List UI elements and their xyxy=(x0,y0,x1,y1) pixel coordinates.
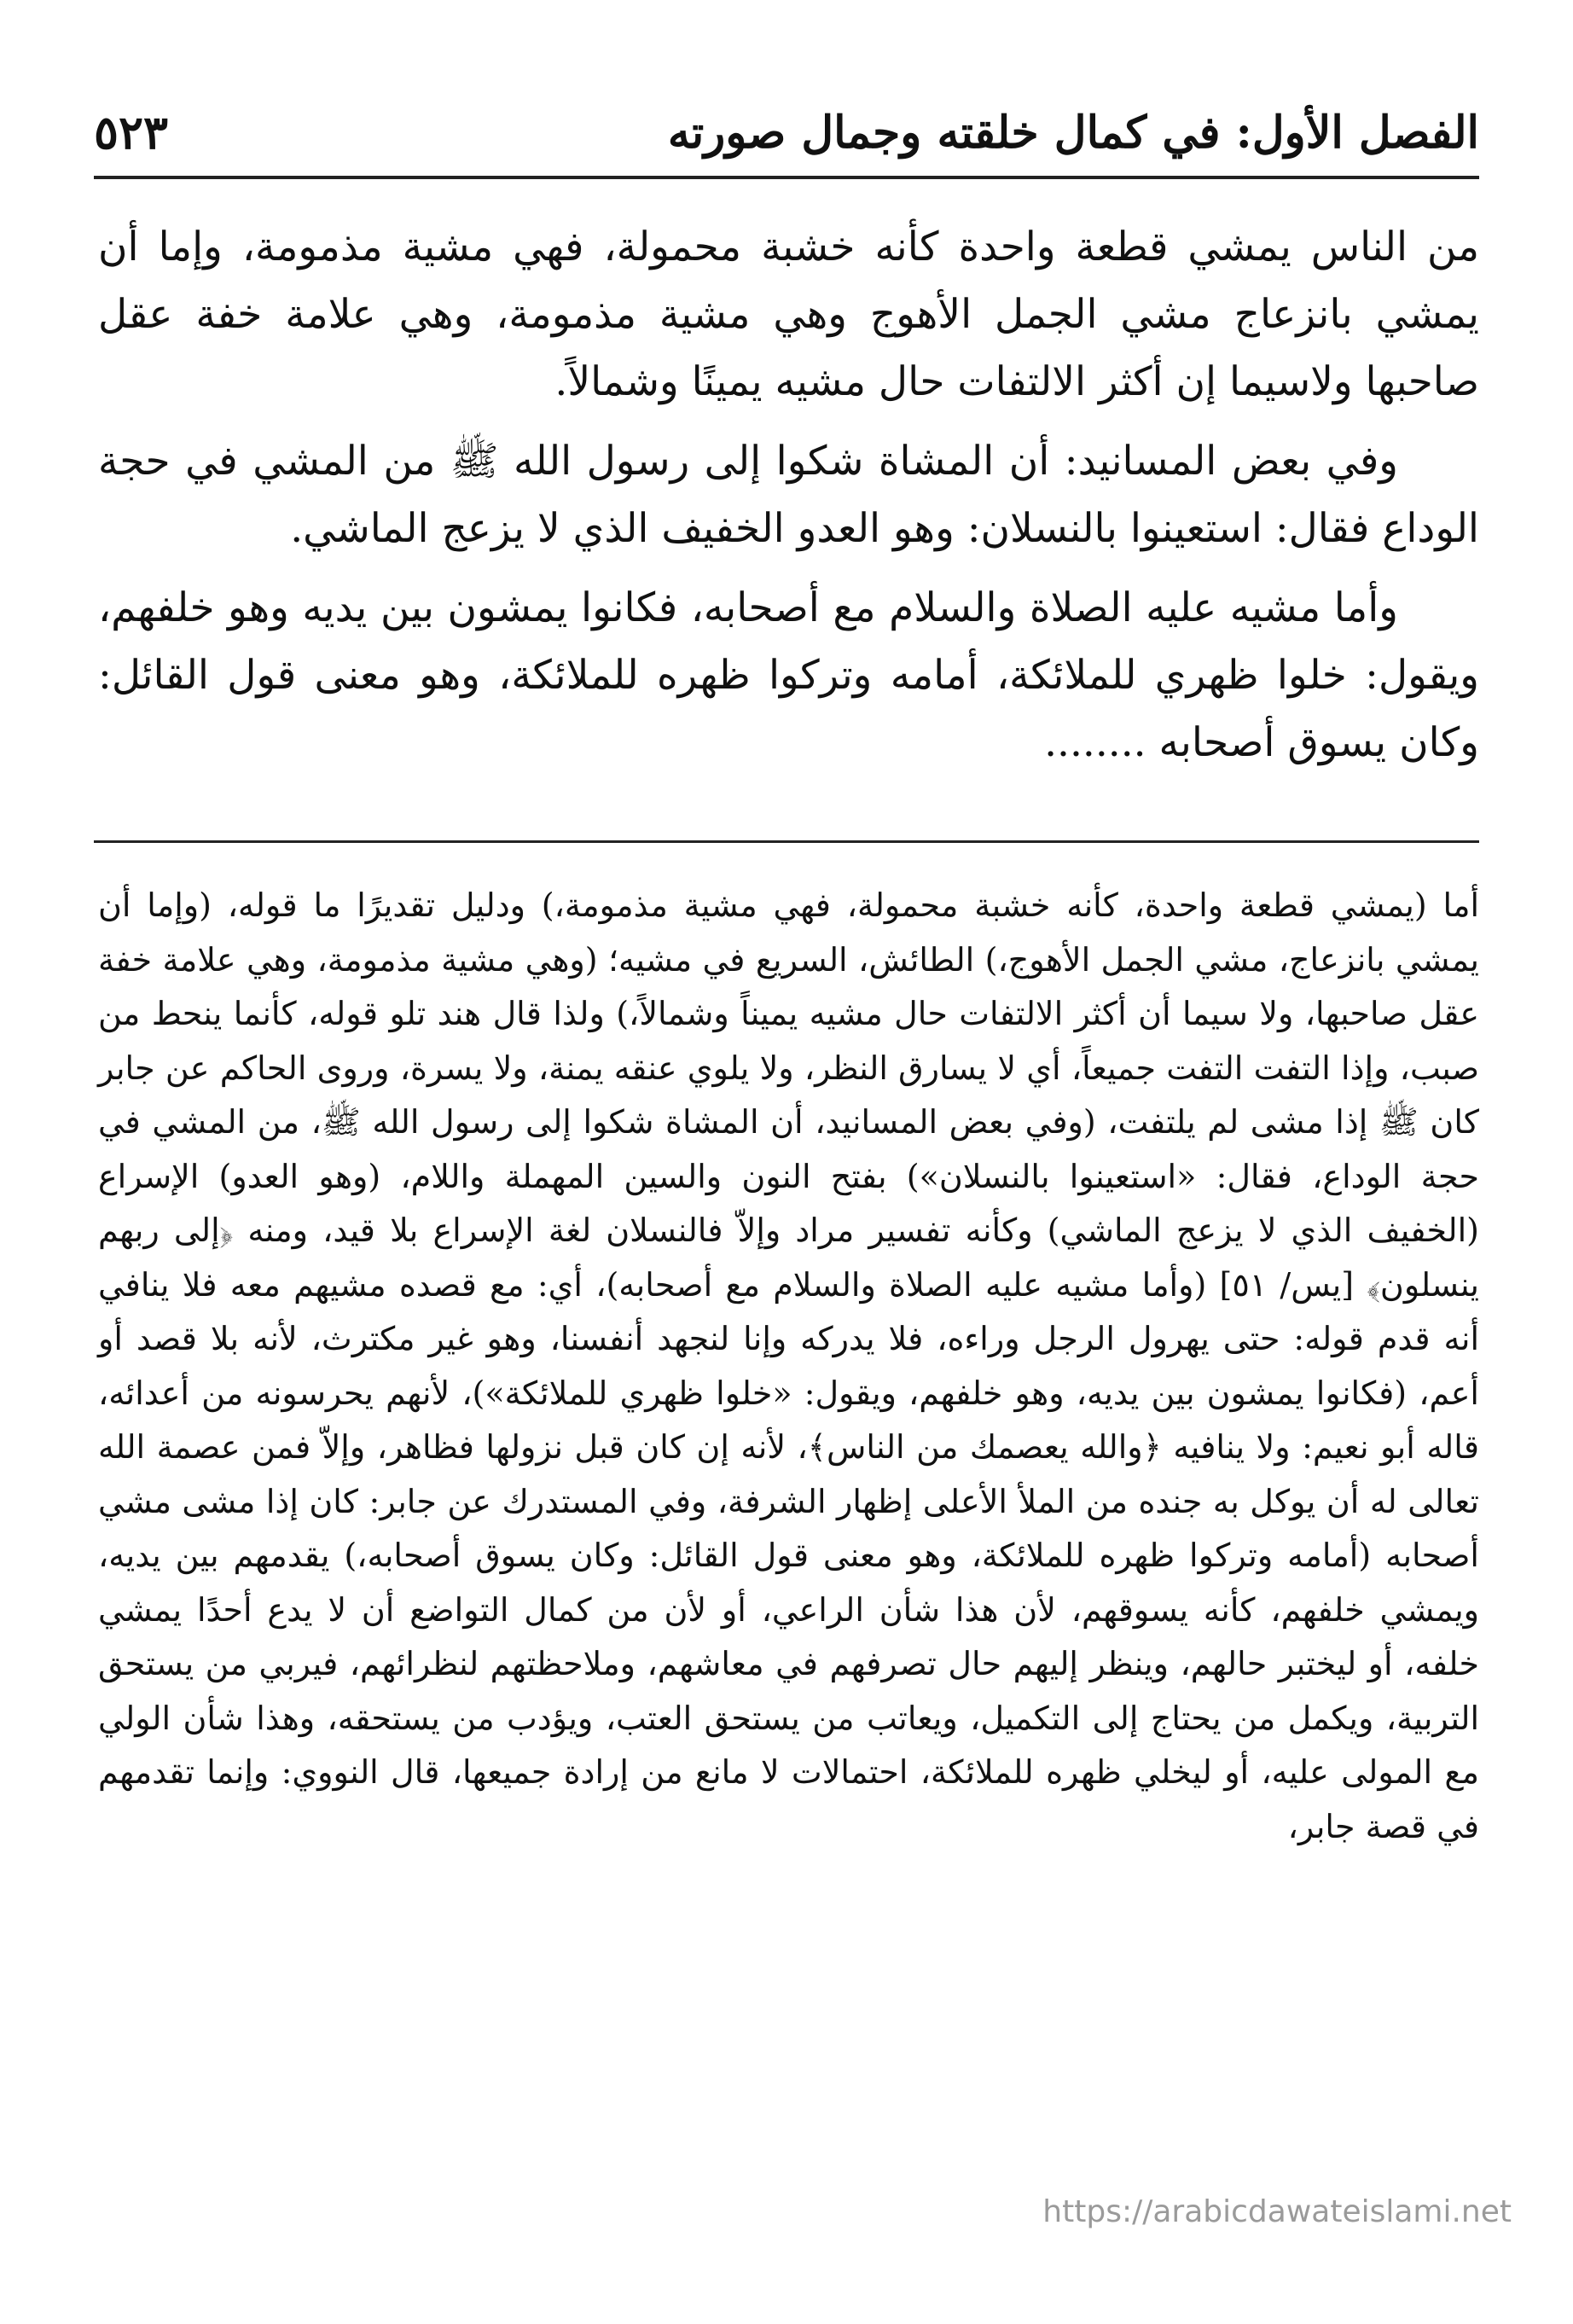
watermark-url: https://arabicdawateislami.net xyxy=(1042,2194,1512,2229)
page-number: ٥٢٣ xyxy=(94,105,169,160)
main-paragraph: من الناس يمشي قطعة واحدة كأنه خشبة محمولة، فهي مشية مذمومة، وإما أن يمشي بانزعاج مشي الجمل الأهوج وهي مشية مذمومة، وهي علامة خفة عقل صاحبها ولاسيما إن أكثر الالتفات حال مشيه يمينًا وشمالاً. xyxy=(98,224,1479,405)
commentary-text xyxy=(98,879,1479,1854)
chapter-title: الفصل الأول: في كمال خلقته وجمال صورته xyxy=(667,106,1479,159)
main-paragraph: وأما مشيه عليه الصلاة والسلام مع أصحابه، فكانوا يمشون بين يديه وهو خلفهم، ويقول: خلوا ظهري للملائكة، أمامه وتركوا ظهره للملائكة، وهو معنى قول القائل: وكان يسوق أصحابه ........ xyxy=(98,584,1479,766)
commentary-paragraph: أما (يمشي قطعة واحدة، كأنه خشبة محمولة، فهي مشية مذمومة،) ودليل تقديرًا ما قوله، (وإما أن يمشي بانزعاج، مشي الجمل الأهوج،) الطائش، السريع في مشيه؛ (وهي مشية مذمومة، وهي علامة خفة عقل صاحبها، ولا سيما أن أكثر الالتفات حال مشيه يميناً وشمالاً،) ولذا قال هند تلو قوله، كأنما ينحط من صبب، وإذا التفت التفت جميعاً، أي لا يسارق النظر، ولا يلوي عنقه يمنة، ولا يسرة، وروى الحاكم عن جابر كان ﷺ إذا مشى لم يلتفت، (وفي بعض المسانيد، أن المشاة شكوا إلى رسول الله ﷺ، من المشي في حجة الوداع، فقال: «استعينوا بالنسلان») بفتح النون والسين المهملة واللام، (وهو العدو) الإسراع (الخفيف الذي لا يزعج الماشي) وكأنه تفسير مراد وإلاّ فالنسلان لغة الإسراع بلا قيد، ومنه ﴿إلى ربهم ينسلون﴾ [يس/ ٥١] (وأما مشيه عليه الصلاة والسلام مع أصحابه)، أي: مع قصده مشيهم معه فلا ينافي أنه قدم قوله: حتى يهرول الرجل وراءه، فلا يدركه وإنا لنجهد أنفسنا، وهو غير مكترث، لأنه بلا قصد أو أعم، (فكانوا يمشون بين يديه، وهو خلفهم، ويقول: «خلوا ظهري للملائكة»)، لأنهم يحرسونه من أعدائه، قاله أبو نعيم: ولا ينافيه ﴿والله يعصمك من الناس﴾، لأنه إن كان قبل نزولها فظاهر، وإلاّ فمن عصمة الله تعالى له أن يوكل به جنده من الملأ الأعلى إظهار الشرفة، وفي المستدرك عن جابر: كان إذا مشى مشي أصحابه (أمامه وتركوا ظهره للملائكة، وهو معنى قول القائل: وكان يسوق أصحابه،) يقدمهم بين يديه، ويمشي خلفهم، كأنه يسوقهم، لأن هذا شأن الراعي، أو لأن من كمال التواضع أن لا يدع أحدًا يمشي خلفه، أو ليختبر حالهم، وينظر إليهم حال تصرفهم في معاشهم، وملاحظتهم لنظرائهم، فيربي من يستحق التربية، ويكمل من يحتاج إلى التكميل، ويعاتب من يستحق العتب، ويؤدب من يستحقه، وهذا شأن الولي مع المولى عليه، أو ليخلي ظهره للملائكة، احتمالات لا مانع من إرادة جميعها، قال النووي: وإنما تقدمهم في قصة جابر، xyxy=(98,886,1480,1845)
section-divider xyxy=(94,840,1479,843)
header-rule xyxy=(94,176,1479,179)
main-text xyxy=(98,213,1479,788)
running-header xyxy=(94,85,1479,179)
main-paragraph: وفي بعض المسانيد: أن المشاة شكوا إلى رسول الله ﷺ من المشي في حجة الوداع فقال: استعينوا بالنسلان: وهو العدو الخفيف الذي لا يزعج الماشي. xyxy=(98,438,1479,552)
